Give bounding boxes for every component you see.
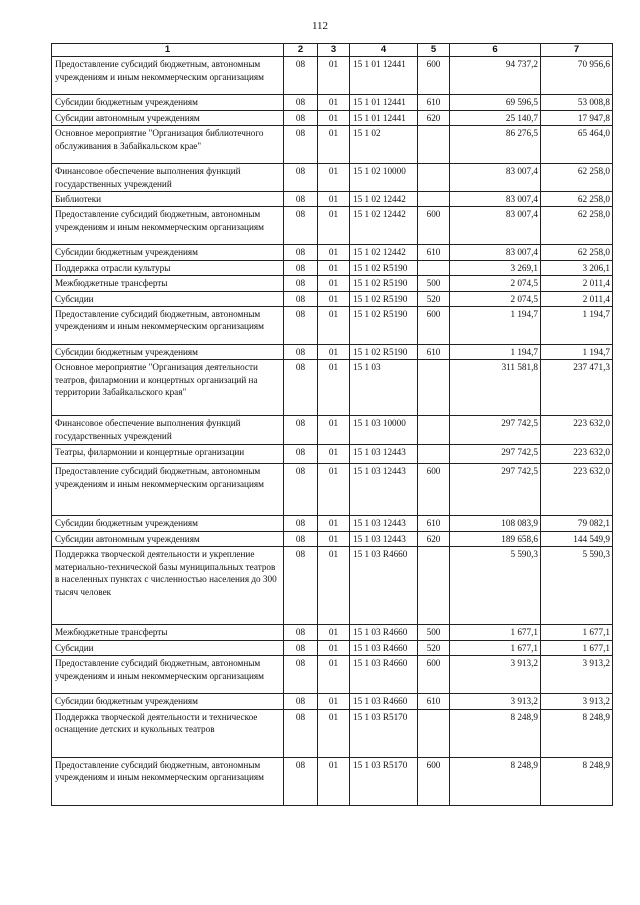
subsection-cell: 01 xyxy=(318,307,350,345)
amount-cell: 8 248,9 xyxy=(450,709,541,757)
amount-cell: 65 464,0 xyxy=(541,126,613,164)
amount-cell: 3 206,1 xyxy=(541,260,613,275)
table-row xyxy=(52,260,613,275)
name-cell: Предоставление субсидий бюджетным, автономным учреждениям и иным некоммерческим организациям xyxy=(52,656,284,694)
table-row xyxy=(52,625,613,640)
name-cell: Предоставление субсидий бюджетным, автономным учреждениям и иным некоммерческим организациям xyxy=(52,207,284,245)
section-cell: 08 xyxy=(284,164,318,192)
amount-cell: 1 677,1 xyxy=(450,640,541,655)
amount-cell: 1 194,7 xyxy=(541,345,613,360)
expense-type-cell xyxy=(418,416,450,445)
subsection-cell: 01 xyxy=(318,547,350,625)
table-row xyxy=(52,464,613,516)
name-cell: Поддержка отрасли культуры xyxy=(52,260,284,275)
target-article-cell: 15 1 03 10000 xyxy=(350,416,418,445)
target-article-cell: 15 1 03 R4660 xyxy=(350,656,418,694)
subsection-cell: 01 xyxy=(318,95,350,110)
header-row xyxy=(52,44,613,57)
expense-type-cell: 610 xyxy=(418,516,450,531)
amount-cell: 108 083,9 xyxy=(450,516,541,531)
amount-cell: 70 956,6 xyxy=(541,57,613,95)
subsection-cell: 01 xyxy=(318,260,350,275)
amount-cell: 2 011,4 xyxy=(541,291,613,306)
amount-cell: 25 140,7 xyxy=(450,110,541,125)
section-cell: 08 xyxy=(284,547,318,625)
amount-cell: 3 913,2 xyxy=(450,656,541,694)
name-cell: Финансовое обеспечение выполнения функций государственных учреждений xyxy=(52,416,284,445)
name-cell: Театры, филармонии и концертные организации xyxy=(52,445,284,464)
target-article-cell: 15 1 02 xyxy=(350,126,418,164)
expense-type-cell: 620 xyxy=(418,110,450,125)
expense-type-cell xyxy=(418,360,450,416)
table-row xyxy=(52,345,613,360)
section-cell: 08 xyxy=(284,95,318,110)
expense-type-cell: 610 xyxy=(418,245,450,260)
expense-type-cell: 600 xyxy=(418,207,450,245)
amount-cell: 311 581,8 xyxy=(450,360,541,416)
amount-cell: 223 632,0 xyxy=(541,445,613,464)
target-article-cell: 15 1 03 12443 xyxy=(350,516,418,531)
amount-cell: 223 632,0 xyxy=(541,464,613,516)
subsection-cell: 01 xyxy=(318,694,350,709)
subsection-cell: 01 xyxy=(318,416,350,445)
target-article-cell: 15 1 02 R5190 xyxy=(350,276,418,291)
table-row xyxy=(52,110,613,125)
name-cell: Поддержка творческой деятельности и укрепление материально-технической базы муниципальных театров в населенных пунктах с численностью населения до 300 тысяч человек xyxy=(52,547,284,625)
table-row xyxy=(52,694,613,709)
subsection-cell: 01 xyxy=(318,445,350,464)
subsection-cell: 01 xyxy=(318,516,350,531)
table-row xyxy=(52,95,613,110)
amount-cell: 1 194,7 xyxy=(450,345,541,360)
amount-cell: 3 913,2 xyxy=(541,656,613,694)
name-cell: Субсидии автономным учреждениям xyxy=(52,110,284,125)
amount-cell: 8 248,9 xyxy=(541,757,613,805)
column-header: 3 xyxy=(318,44,350,57)
name-cell: Субсидии бюджетным учреждениям xyxy=(52,345,284,360)
amount-cell: 62 258,0 xyxy=(541,192,613,207)
column-header: 4 xyxy=(350,44,418,57)
subsection-cell: 01 xyxy=(318,360,350,416)
name-cell: Основное мероприятие "Организация библиотечного обслуживания в Забайкальском крае" xyxy=(52,126,284,164)
expense-type-cell: 610 xyxy=(418,694,450,709)
budget-table xyxy=(51,43,613,806)
amount-cell: 223 632,0 xyxy=(541,416,613,445)
target-article-cell: 15 1 03 12443 xyxy=(350,531,418,546)
section-cell: 08 xyxy=(284,464,318,516)
target-article-cell: 15 1 02 12442 xyxy=(350,192,418,207)
subsection-cell: 01 xyxy=(318,126,350,164)
target-article-cell: 15 1 03 R4660 xyxy=(350,640,418,655)
section-cell: 08 xyxy=(284,345,318,360)
name-cell: Финансовое обеспечение выполнения функций государственных учреждений xyxy=(52,164,284,192)
amount-cell: 2 074,5 xyxy=(450,291,541,306)
table-row xyxy=(52,57,613,95)
amount-cell: 3 269,1 xyxy=(450,260,541,275)
expense-type-cell: 620 xyxy=(418,531,450,546)
amount-cell: 79 082,1 xyxy=(541,516,613,531)
amount-cell: 86 276,5 xyxy=(450,126,541,164)
amount-cell: 297 742,5 xyxy=(450,445,541,464)
subsection-cell: 01 xyxy=(318,531,350,546)
section-cell: 08 xyxy=(284,260,318,275)
section-cell: 08 xyxy=(284,110,318,125)
section-cell: 08 xyxy=(284,445,318,464)
amount-cell: 83 007,4 xyxy=(450,207,541,245)
amount-cell: 83 007,4 xyxy=(450,245,541,260)
subsection-cell: 01 xyxy=(318,464,350,516)
name-cell: Субсидии xyxy=(52,640,284,655)
section-cell: 08 xyxy=(284,531,318,546)
target-article-cell: 15 1 03 R4660 xyxy=(350,694,418,709)
section-cell: 08 xyxy=(284,757,318,805)
amount-cell: 62 258,0 xyxy=(541,207,613,245)
column-header: 7 xyxy=(541,44,613,57)
target-article-cell: 15 1 01 12441 xyxy=(350,95,418,110)
target-article-cell: 15 1 03 xyxy=(350,360,418,416)
target-article-cell: 15 1 03 R4660 xyxy=(350,547,418,625)
column-header: 2 xyxy=(284,44,318,57)
target-article-cell: 15 1 03 R5170 xyxy=(350,757,418,805)
name-cell: Субсидии xyxy=(52,291,284,306)
section-cell: 08 xyxy=(284,291,318,306)
target-article-cell: 15 1 02 12442 xyxy=(350,207,418,245)
amount-cell: 83 007,4 xyxy=(450,192,541,207)
name-cell: Субсидии бюджетным учреждениям xyxy=(52,516,284,531)
target-article-cell: 15 1 02 R5190 xyxy=(350,307,418,345)
subsection-cell: 01 xyxy=(318,291,350,306)
amount-cell: 5 590,3 xyxy=(541,547,613,625)
name-cell: Субсидии бюджетным учреждениям xyxy=(52,694,284,709)
subsection-cell: 01 xyxy=(318,192,350,207)
section-cell: 08 xyxy=(284,276,318,291)
name-cell: Межбюджетные трансферты xyxy=(52,276,284,291)
section-cell: 08 xyxy=(284,307,318,345)
amount-cell: 17 947,8 xyxy=(541,110,613,125)
target-article-cell: 15 1 02 R5190 xyxy=(350,291,418,306)
expense-type-cell: 520 xyxy=(418,640,450,655)
section-cell: 08 xyxy=(284,625,318,640)
section-cell: 08 xyxy=(284,126,318,164)
column-header: 5 xyxy=(418,44,450,57)
target-article-cell: 15 1 02 R5190 xyxy=(350,260,418,275)
expense-type-cell: 600 xyxy=(418,656,450,694)
amount-cell: 53 008,8 xyxy=(541,95,613,110)
amount-cell: 297 742,5 xyxy=(450,416,541,445)
amount-cell: 2 074,5 xyxy=(450,276,541,291)
amount-cell: 2 011,4 xyxy=(541,276,613,291)
subsection-cell: 01 xyxy=(318,709,350,757)
target-article-cell: 15 1 01 12441 xyxy=(350,110,418,125)
table-row xyxy=(52,192,613,207)
amount-cell: 69 596,5 xyxy=(450,95,541,110)
amount-cell: 144 549,9 xyxy=(541,531,613,546)
section-cell: 08 xyxy=(284,516,318,531)
table-row xyxy=(52,516,613,531)
section-cell: 08 xyxy=(284,416,318,445)
subsection-cell: 01 xyxy=(318,110,350,125)
subsection-cell: 01 xyxy=(318,164,350,192)
table-row xyxy=(52,360,613,416)
expense-type-cell: 500 xyxy=(418,625,450,640)
expense-type-cell: 520 xyxy=(418,291,450,306)
expense-type-cell xyxy=(418,164,450,192)
expense-type-cell xyxy=(418,260,450,275)
section-cell: 08 xyxy=(284,207,318,245)
amount-cell: 62 258,0 xyxy=(541,164,613,192)
expense-type-cell xyxy=(418,126,450,164)
subsection-cell: 01 xyxy=(318,245,350,260)
amount-cell: 1 677,1 xyxy=(450,625,541,640)
name-cell: Субсидии автономным учреждениям xyxy=(52,531,284,546)
table-row xyxy=(52,547,613,625)
name-cell: Предоставление субсидий бюджетным, автономным учреждениям и иным некоммерческим организациям xyxy=(52,757,284,805)
amount-cell: 8 248,9 xyxy=(450,757,541,805)
table-row xyxy=(52,640,613,655)
target-article-cell: 15 1 03 12443 xyxy=(350,464,418,516)
section-cell: 08 xyxy=(284,57,318,95)
target-article-cell: 15 1 01 12441 xyxy=(350,57,418,95)
amount-cell: 1 194,7 xyxy=(450,307,541,345)
section-cell: 08 xyxy=(284,640,318,655)
expense-type-cell: 600 xyxy=(418,307,450,345)
section-cell: 08 xyxy=(284,245,318,260)
subsection-cell: 01 xyxy=(318,656,350,694)
amount-cell: 1 194,7 xyxy=(541,307,613,345)
section-cell: 08 xyxy=(284,709,318,757)
expense-type-cell: 500 xyxy=(418,276,450,291)
amount-cell: 83 007,4 xyxy=(450,164,541,192)
amount-cell: 94 737,2 xyxy=(450,57,541,95)
table-row xyxy=(52,531,613,546)
page-number: 112 xyxy=(311,20,329,32)
section-cell: 08 xyxy=(284,694,318,709)
table-row xyxy=(52,245,613,260)
section-cell: 08 xyxy=(284,360,318,416)
section-cell: 08 xyxy=(284,192,318,207)
subsection-cell: 01 xyxy=(318,207,350,245)
amount-cell: 189 658,6 xyxy=(450,531,541,546)
expense-type-cell xyxy=(418,547,450,625)
subsection-cell: 01 xyxy=(318,57,350,95)
name-cell: Библиотеки xyxy=(52,192,284,207)
table-row xyxy=(52,164,613,192)
name-cell: Субсидии бюджетным учреждениям xyxy=(52,245,284,260)
name-cell: Основное мероприятие "Организация деятельности театров, филармонии и концертных организаций на территории Забайкальского края" xyxy=(52,360,284,416)
target-article-cell: 15 1 02 R5190 xyxy=(350,345,418,360)
subsection-cell: 01 xyxy=(318,625,350,640)
expense-type-cell xyxy=(418,709,450,757)
target-article-cell: 15 1 02 12442 xyxy=(350,245,418,260)
name-cell: Предоставление субсидий бюджетным, автономным учреждениям и иным некоммерческим организациям xyxy=(52,464,284,516)
amount-cell: 8 248,9 xyxy=(541,709,613,757)
column-header: 6 xyxy=(450,44,541,57)
amount-cell: 1 677,1 xyxy=(541,625,613,640)
table-row xyxy=(52,757,613,805)
expense-type-cell: 600 xyxy=(418,464,450,516)
name-cell: Предоставление субсидий бюджетным, автономным учреждениям и иным некоммерческим организациям xyxy=(52,307,284,345)
expense-type-cell: 610 xyxy=(418,345,450,360)
target-article-cell: 15 1 03 R5170 xyxy=(350,709,418,757)
amount-cell: 5 590,3 xyxy=(450,547,541,625)
subsection-cell: 01 xyxy=(318,276,350,291)
name-cell: Поддержка творческой деятельности и техническое оснащение детских и кукольных театров xyxy=(52,709,284,757)
table-row xyxy=(52,709,613,757)
expense-type-cell xyxy=(418,192,450,207)
amount-cell: 3 913,2 xyxy=(541,694,613,709)
expense-type-cell: 610 xyxy=(418,95,450,110)
expense-type-cell: 600 xyxy=(418,57,450,95)
subsection-cell: 01 xyxy=(318,757,350,805)
target-article-cell: 15 1 02 10000 xyxy=(350,164,418,192)
table-row xyxy=(52,307,613,345)
table-row xyxy=(52,276,613,291)
name-cell: Субсидии бюджетным учреждениям xyxy=(52,95,284,110)
expense-type-cell: 600 xyxy=(418,757,450,805)
amount-cell: 1 677,1 xyxy=(541,640,613,655)
amount-cell: 62 258,0 xyxy=(541,245,613,260)
target-article-cell: 15 1 03 R4660 xyxy=(350,625,418,640)
amount-cell: 3 913,2 xyxy=(450,694,541,709)
column-header: 1 xyxy=(52,44,284,57)
name-cell: Предоставление субсидий бюджетным, автономным учреждениям и иным некоммерческим организациям xyxy=(52,57,284,95)
name-cell: Межбюджетные трансферты xyxy=(52,625,284,640)
table-row xyxy=(52,445,613,464)
amount-cell: 297 742,5 xyxy=(450,464,541,516)
table-row xyxy=(52,291,613,306)
subsection-cell: 01 xyxy=(318,640,350,655)
table-row xyxy=(52,126,613,164)
amount-cell: 237 471,3 xyxy=(541,360,613,416)
table-row xyxy=(52,207,613,245)
target-article-cell: 15 1 03 12443 xyxy=(350,445,418,464)
table-row xyxy=(52,416,613,445)
section-cell: 08 xyxy=(284,656,318,694)
table-row xyxy=(52,656,613,694)
subsection-cell: 01 xyxy=(318,345,350,360)
expense-type-cell xyxy=(418,445,450,464)
